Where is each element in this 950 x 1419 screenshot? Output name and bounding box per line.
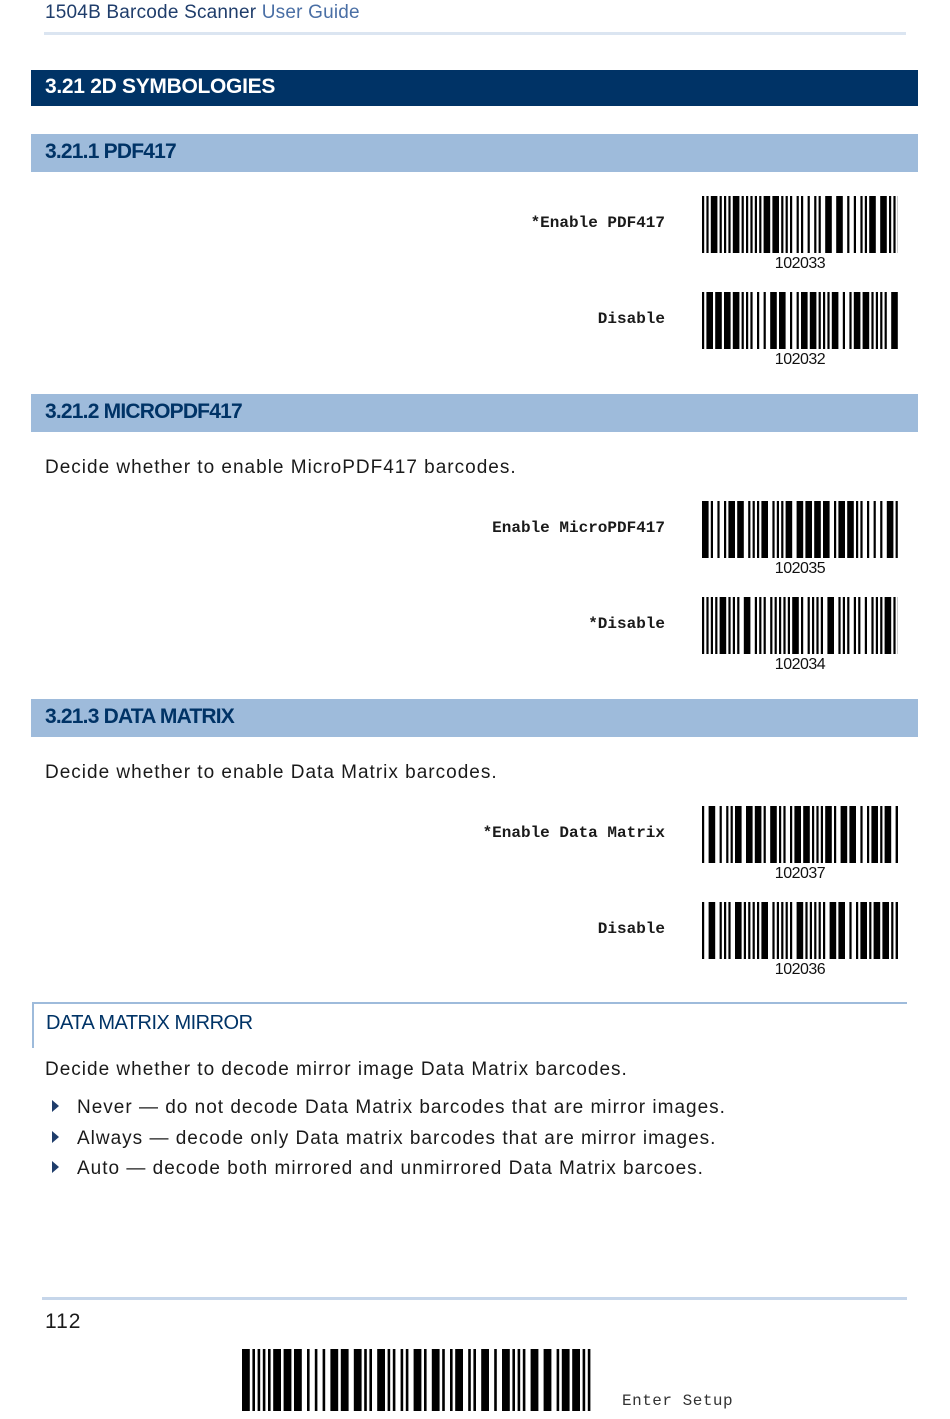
bullet-auto bbox=[52, 1158, 704, 1180]
header-product: 1504B Barcode Scanner bbox=[45, 2, 257, 23]
barcode-image bbox=[702, 292, 898, 349]
disable-pdf417-label: Disable bbox=[597, 310, 665, 328]
enable-micropdf417-barcode[interactable] bbox=[702, 501, 898, 577]
barcode-number: 102033 bbox=[774, 255, 826, 272]
page-number: 112 bbox=[45, 1310, 82, 1333]
disable-pdf417-barcode[interactable] bbox=[702, 292, 898, 368]
barcode-image bbox=[702, 806, 898, 863]
enable-datamatrix-barcode[interactable] bbox=[702, 806, 898, 882]
datamatrix-heading: 3.21.3 DATA MATRIX bbox=[31, 699, 918, 737]
enable-pdf417-barcode[interactable] bbox=[702, 196, 898, 272]
barcode-number: 102037 bbox=[774, 865, 826, 882]
barcode-image bbox=[702, 597, 898, 654]
enter-setup-label: Enter Setup bbox=[622, 1392, 734, 1410]
barcode-image bbox=[702, 902, 898, 959]
enable-datamatrix-label: *Enable Data Matrix bbox=[482, 824, 665, 842]
barcode-number: 102035 bbox=[774, 560, 826, 577]
barcode-image bbox=[702, 196, 898, 253]
barcode-number: 102034 bbox=[774, 656, 826, 673]
section-title: 3.21 2D SYMBOLOGIES bbox=[31, 70, 918, 106]
disable-datamatrix-barcode[interactable] bbox=[702, 902, 898, 978]
micropdf417-description: Decide whether to enable MicroPDF417 barcodes. bbox=[45, 457, 517, 478]
bullet-arrow-icon bbox=[52, 1131, 59, 1143]
datamatrix-description: Decide whether to enable Data Matrix barcodes. bbox=[45, 762, 498, 783]
disable-micropdf417-label: *Disable bbox=[588, 615, 665, 633]
bullet-arrow-icon bbox=[52, 1100, 59, 1112]
enable-micropdf417-label: Enable MicroPDF417 bbox=[492, 519, 665, 537]
enable-pdf417-label: *Enable PDF417 bbox=[530, 214, 665, 232]
bullet-arrow-icon bbox=[52, 1161, 59, 1173]
bullet-always bbox=[52, 1128, 716, 1150]
running-header bbox=[45, 2, 360, 24]
barcode-image bbox=[702, 501, 898, 558]
barcode-number: 102036 bbox=[774, 961, 826, 978]
bullet-text: Always — decode only Data matrix barcodes that are mirror images. bbox=[77, 1128, 717, 1149]
enter-setup-barcode[interactable] bbox=[242, 1349, 594, 1416]
mirror-heading: DATA MATRIX MIRROR bbox=[32, 1002, 907, 1048]
disable-datamatrix-label: Disable bbox=[597, 920, 665, 938]
bullet-text: Never — do not decode Data Matrix barcodes that are mirror images. bbox=[77, 1097, 726, 1118]
header-guide: User Guide bbox=[261, 2, 360, 23]
micropdf417-heading: 3.21.2 MICROPDF417 bbox=[31, 394, 918, 432]
bullet-never bbox=[52, 1097, 726, 1119]
header-divider bbox=[44, 32, 906, 35]
mirror-description: Decide whether to decode mirror image Data Matrix barcodes. bbox=[45, 1059, 628, 1080]
bullet-text: Auto — decode both mirrored and unmirrored Data Matrix barcoes. bbox=[77, 1158, 704, 1179]
barcode-image bbox=[242, 1349, 594, 1411]
footer-divider bbox=[42, 1297, 907, 1300]
disable-micropdf417-barcode[interactable] bbox=[702, 597, 898, 673]
barcode-number: 102032 bbox=[774, 351, 826, 368]
pdf417-heading: 3.21.1 PDF417 bbox=[31, 134, 918, 172]
